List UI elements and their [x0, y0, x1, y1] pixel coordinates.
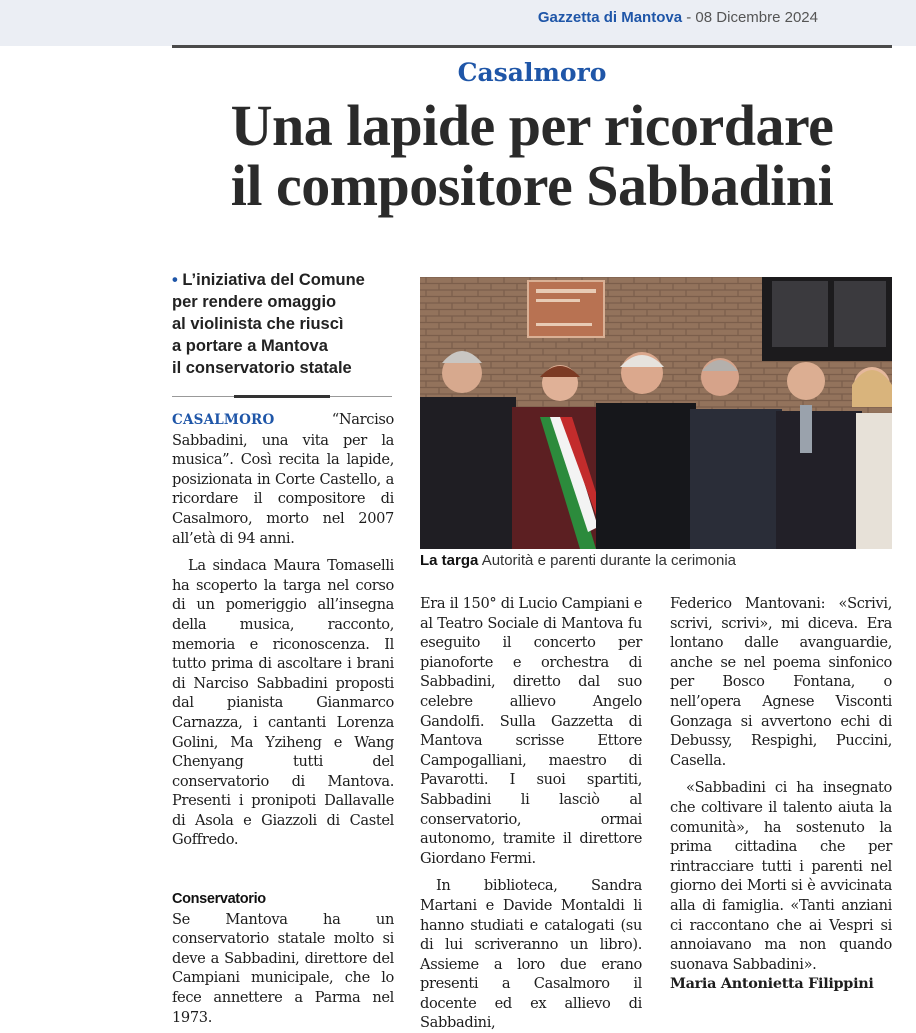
headline — [172, 93, 892, 218]
article-column-3 — [670, 594, 892, 994]
author-byline: Maria Antonietta Filippini — [670, 975, 874, 993]
caption-text: Autorità e parenti durante la cerimonia — [481, 552, 737, 569]
summary-line-3: al violinista che riuscì — [172, 315, 344, 333]
paragraph-1: “Narciso Sabbadini, una vita per la musica”. Così recita la lapide, posizionata in Corte Castello, a ricordare il compositore di Casalmoro, morto nel 2007 all’età di 94 anni. — [172, 411, 394, 547]
article-summary — [172, 269, 397, 379]
article-column-1 — [172, 410, 394, 1027]
summary-line-5: il conservatorio statale — [172, 359, 352, 377]
paragraph-7: «Sabbadini ci ha insegnato che coltivare il talento aiuta la comunità», ha sostenuto la prima cittadina che per rintracciare tutti i parenti nel giorno dei Morti si è avvicinata alla di famiglia. «Tanti anziani ci raccontano che ai Vespri si annoiavano ma non quando suonava Sabbadini». — [670, 779, 892, 973]
headline-line-2: il compositore Sabbadini — [230, 153, 834, 218]
subheading-conservatorio: Conservatorio — [172, 891, 266, 908]
summary-bullet: • — [172, 271, 178, 289]
photo-caption — [420, 552, 892, 569]
summary-divider-accent — [234, 395, 330, 398]
paragraph-4: Era il 150° di Lucio Campiani e al Teatro Sociale di Mantova fu eseguito il concerto per pianoforte e orchestra di Sabbadini, diretto dal suo celebre allievo Angelo Gandolfi. Sulla Gazzetta di Mantova scrisse Ettore Campogalliani, maestro di Pavarotti. I suoi spartiti, Sabbadini li lasciò al conservatorio, ormai autonomo, tramite il direttore Giordano Fermi. — [420, 595, 642, 867]
header-rule — [172, 45, 892, 48]
publication-date: 08 Dicembre 2024 — [695, 9, 818, 26]
ceremony-photo — [420, 277, 892, 549]
paragraph-3: Se Mantova ha un conservatorio statale molto si deve a Sabbadini, direttore del Campiani municipale, che lo fece annettere a Parma nel 1973. — [172, 910, 394, 1026]
article-column-2 — [420, 594, 642, 1033]
headline-line-1: Una lapide per ricordare — [230, 93, 834, 158]
masthead — [538, 9, 818, 26]
masthead-separator: - — [682, 9, 696, 26]
dateline: CASALMORO — [172, 412, 275, 428]
newspaper-name: Gazzetta di Mantova — [537, 9, 683, 26]
paragraph-6: Federico Mantovani: «Scrivi, scrivi, scrivi», mi diceva. Era lontano dalle avanguardie, anche se nel poema sinfonico per Bosco Fontana, o nell’opera Agnese Visconti Gonzaga si avvertono echi di Debussy, Respighi, Puccini, Casella. — [670, 595, 892, 769]
summary-line-2: per rendere omaggio — [172, 293, 337, 311]
caption-label: La targa — [420, 552, 479, 569]
summary-line-1: L’iniziativa del Comune — [182, 271, 365, 289]
summary-line-4: a portare a Mantova — [172, 337, 328, 355]
section-title: Casalmoro — [457, 58, 607, 87]
paragraph-5: In biblioteca, Sandra Martani e Davide Montaldi li hanno studiati e catalogati (su di lui scriveranno un libro). Assieme a loro due erano presenti a Casalmoro il docente ed ex allievo di Sabbadini, — [420, 877, 642, 1032]
paragraph-2: La sindaca Maura Tomaselli ha scoperto la targa nel corso di un pomeriggio all’insegna della musica, racconto, memoria e riconoscenza. Il tutto prima di ascoltare i brani di Narciso Sabbadini proposti dal pianista Gianmarco Carnazza, i cantanti Lorenza Golini, Ma Yziheng e Wang Chenyang tutti del conservatorio di Mantova. Presenti i pronipoti Dallavalle di Asola e Giazzoli di Castel Goffredo. — [172, 557, 394, 849]
